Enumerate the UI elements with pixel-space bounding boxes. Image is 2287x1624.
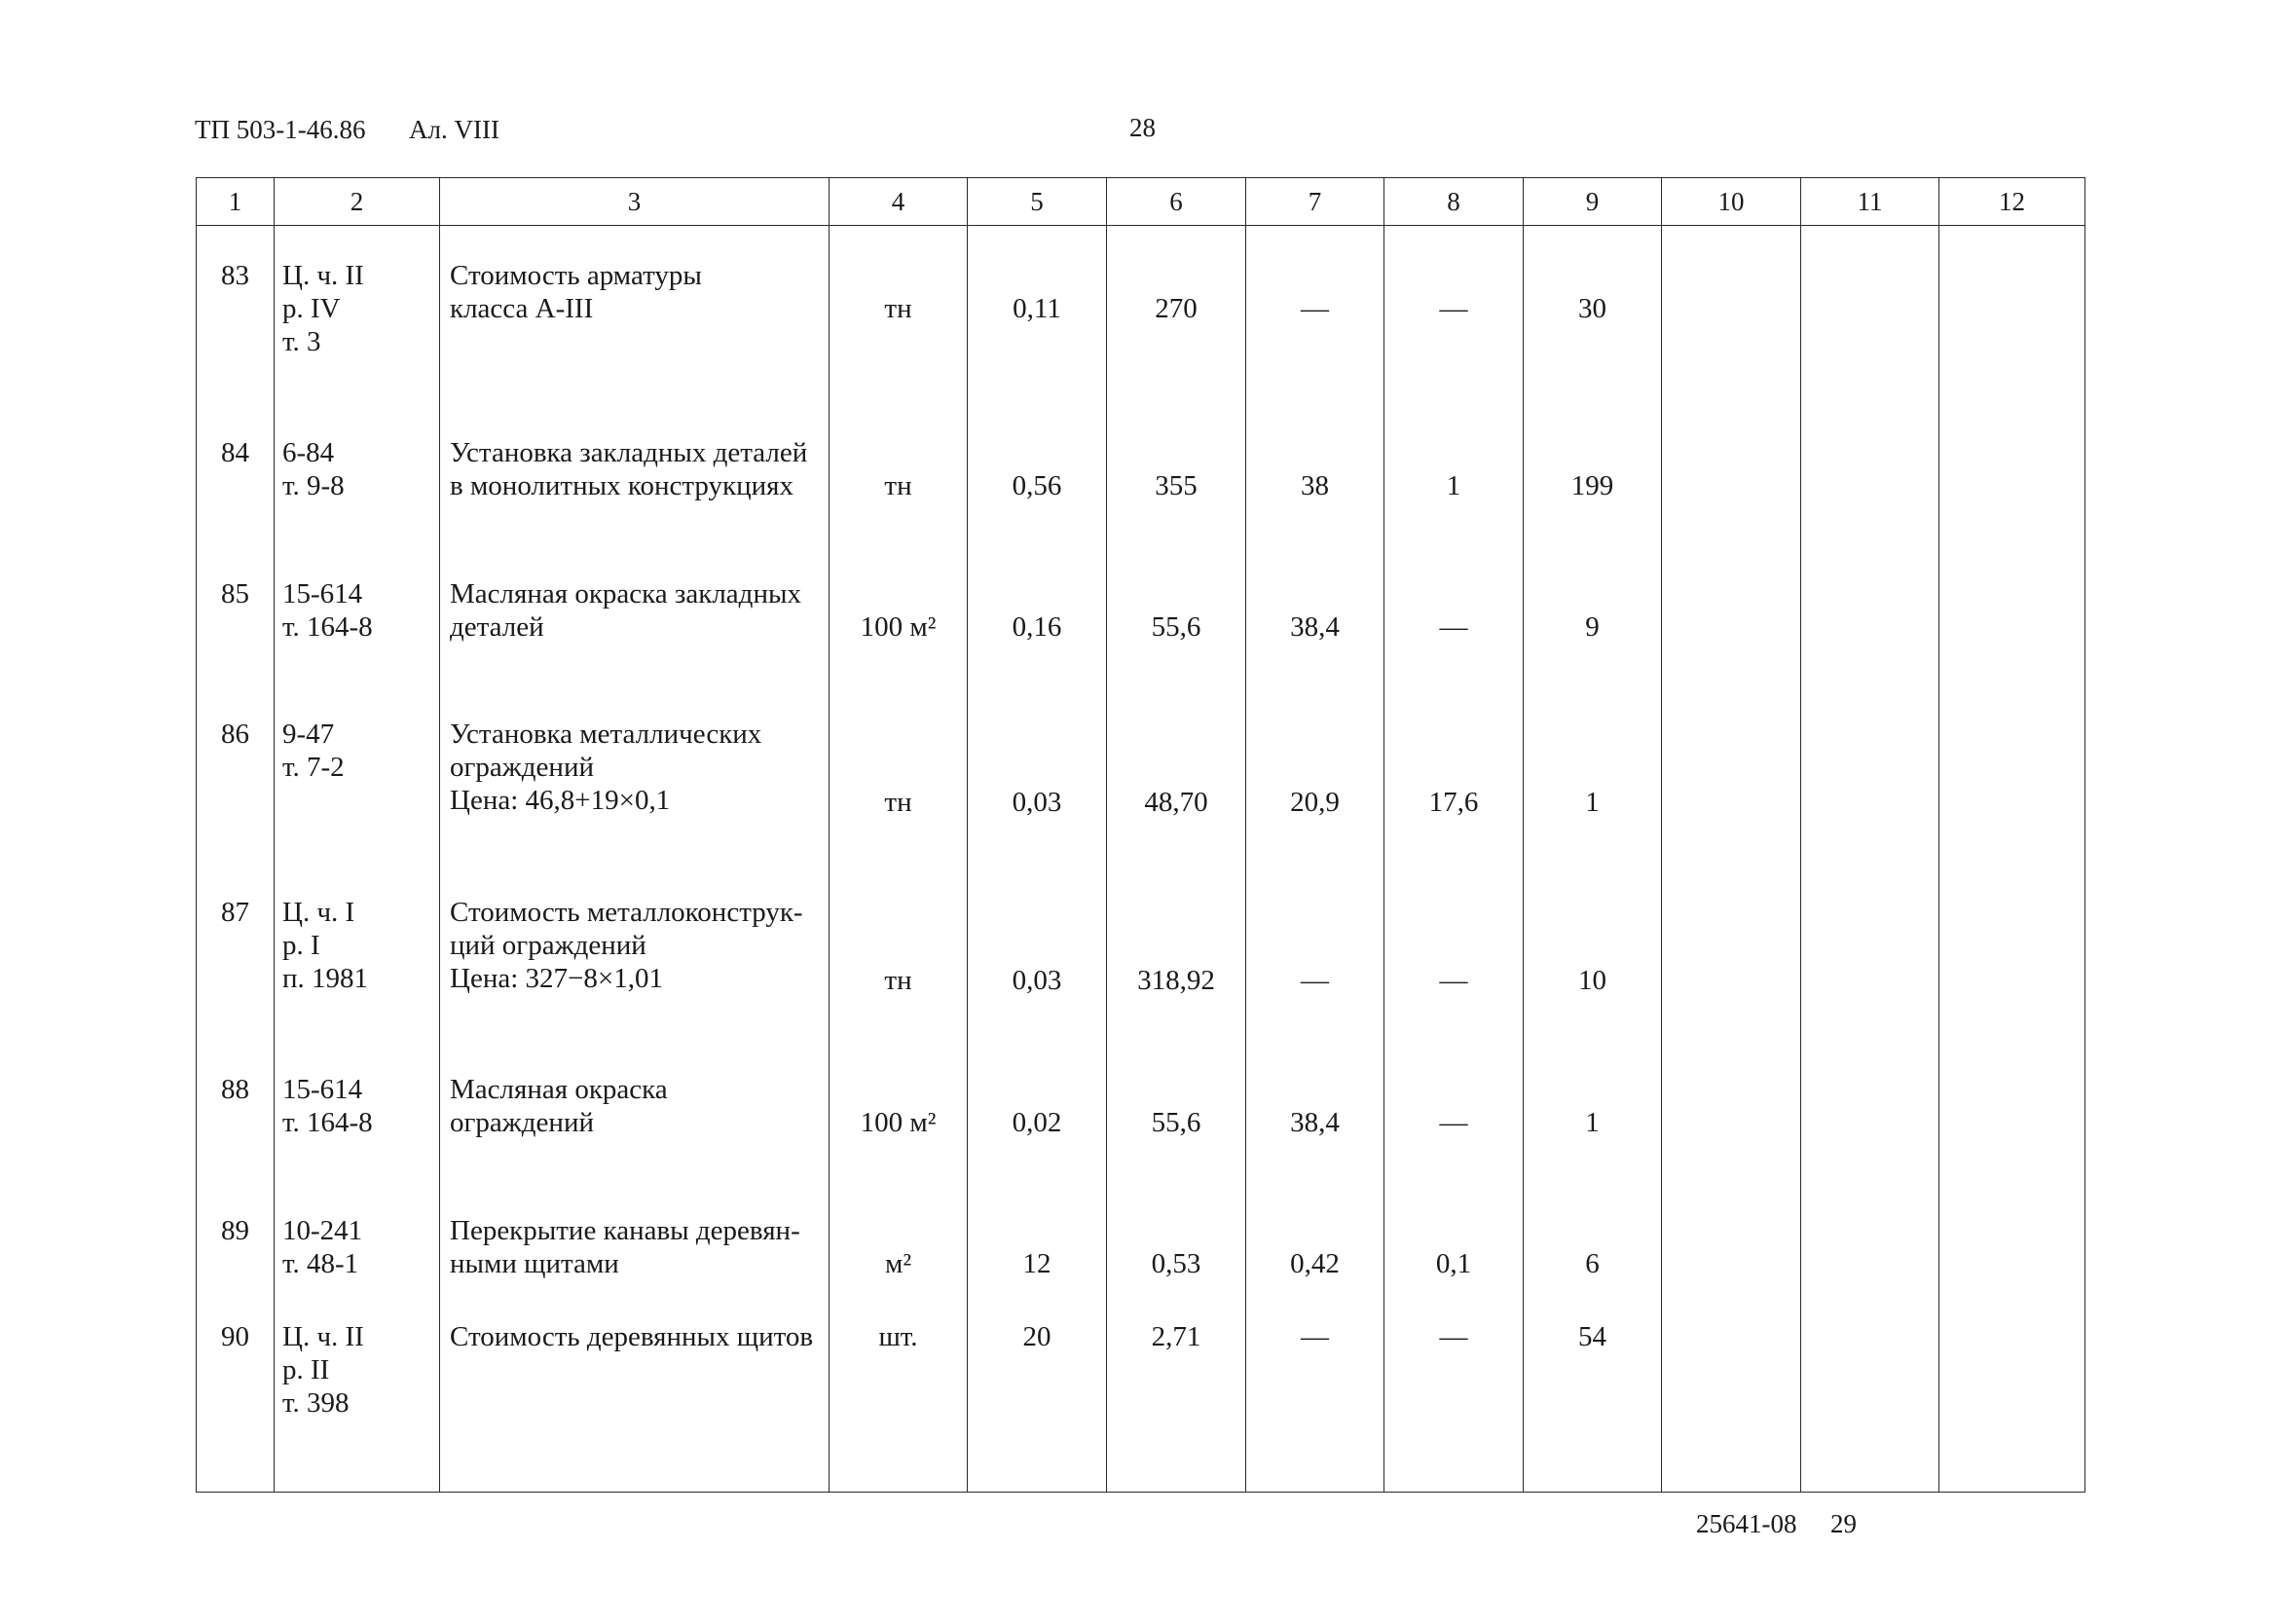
row-number: 83 <box>197 226 275 403</box>
machine-cell: 1 <box>1384 403 1524 544</box>
quantity-cell: 0,03 <box>968 684 1107 862</box>
description-line: Установка металлических <box>450 719 762 751</box>
quantity-cell: 12 <box>968 1181 1107 1287</box>
machine-cell: 17,6 <box>1384 684 1524 862</box>
col-header: 4 <box>830 178 968 226</box>
norm-code-line: т. 7-2 <box>282 752 345 784</box>
total-cell: 10 <box>1524 863 1662 1040</box>
total-cell: 30 <box>1524 226 1662 403</box>
empty-cell <box>1801 403 1939 544</box>
unit-price-cell: 55,6 <box>1107 544 1246 685</box>
machine-cell: — <box>1384 226 1524 403</box>
quantity-cell: 0,11 <box>968 226 1107 403</box>
table-row <box>197 226 2085 403</box>
table-row <box>197 1181 2085 1287</box>
empty-cell <box>1939 863 2085 1040</box>
work-description <box>440 544 830 685</box>
quantity-cell: 0,56 <box>968 403 1107 544</box>
empty-cell <box>1939 1181 2085 1287</box>
norm-code-line: 15-614 <box>282 1074 363 1106</box>
page-number: 28 <box>1129 113 1156 142</box>
wage-cell: 38 <box>1246 403 1384 544</box>
norm-code-line: 15-614 <box>282 577 363 609</box>
empty-cell <box>1801 684 1939 862</box>
empty-cell <box>1801 544 1939 685</box>
unit-price-cell: 270 <box>1107 226 1246 403</box>
empty-cell <box>1662 226 1801 403</box>
total-cell: 199 <box>1524 403 1662 544</box>
col-header: 12 <box>1939 178 2085 226</box>
empty-cell <box>1801 1287 1939 1492</box>
col-header: 8 <box>1384 178 1524 226</box>
work-description <box>440 226 830 403</box>
empty-cell <box>1801 1181 1939 1287</box>
table-row <box>197 863 2085 1040</box>
total-cell: 6 <box>1524 1181 1662 1287</box>
unit-price-cell: 55,6 <box>1107 1040 1246 1181</box>
norm-code-line: 9-47 <box>282 719 335 751</box>
description-line: Установка закладных деталей <box>450 436 808 468</box>
quantity-cell: 0,02 <box>968 1040 1107 1181</box>
sheet-number: 29 <box>1830 1509 1857 1538</box>
unit-price-cell: 318,92 <box>1107 863 1246 1040</box>
col-header: 9 <box>1524 178 1662 226</box>
doc-code: ТП 503-1-46.86 <box>195 115 366 144</box>
work-description <box>440 1181 830 1287</box>
description-line: Стоимость металлоконструк- <box>450 896 803 928</box>
description-line: Цена: 46,8+19×0,1 <box>450 785 671 817</box>
description-line: Масляная окраска закладных <box>450 577 801 609</box>
unit-cell: м² <box>830 1181 968 1287</box>
empty-cell <box>1662 1181 1801 1287</box>
norm-code-line: т. 48-1 <box>282 1247 359 1279</box>
description-line: ций ограждений <box>450 929 646 961</box>
norm-code <box>275 863 440 1040</box>
machine-cell: 0,1 <box>1384 1181 1524 1287</box>
empty-cell <box>1662 1040 1801 1181</box>
unit-cell: тн <box>830 226 968 403</box>
unit-cell: тн <box>830 863 968 1040</box>
machine-cell: — <box>1384 1040 1524 1181</box>
total-cell: 1 <box>1524 1040 1662 1181</box>
norm-code-line: т. 398 <box>282 1387 350 1420</box>
description-line: деталей <box>450 610 544 643</box>
wage-cell: 38,4 <box>1246 544 1384 685</box>
empty-cell <box>1801 863 1939 1040</box>
empty-cell <box>1662 544 1801 685</box>
table-row <box>197 684 2085 862</box>
description-line: Стоимость деревянных щитов <box>450 1321 814 1353</box>
wage-cell: 38,4 <box>1246 1040 1384 1181</box>
norm-code-line: Ц. ч. II <box>282 1321 364 1353</box>
row-number: 85 <box>197 544 275 685</box>
norm-code-line: 6-84 <box>282 436 335 468</box>
norm-code-line: т. 9-8 <box>282 469 345 501</box>
norm-code <box>275 403 440 544</box>
unit-cell: 100 м² <box>830 1040 968 1181</box>
unit-cell: шт. <box>830 1287 968 1492</box>
album-label: Ал. VIII <box>409 115 499 144</box>
norm-code <box>275 1040 440 1181</box>
row-number: 89 <box>197 1181 275 1287</box>
empty-cell <box>1939 684 2085 862</box>
unit-price-cell: 2,71 <box>1107 1287 1246 1492</box>
empty-cell <box>1939 544 2085 685</box>
col-header: 6 <box>1107 178 1246 226</box>
wage-cell: 0,42 <box>1246 1181 1384 1287</box>
table-row <box>197 1287 2085 1492</box>
description-line: Цена: 327−8×1,01 <box>450 962 663 994</box>
quantity-cell: 20 <box>968 1287 1107 1492</box>
unit-cell: 100 м² <box>830 544 968 685</box>
description-line: ограждений <box>450 752 594 784</box>
wage-cell: — <box>1246 1287 1384 1492</box>
work-description <box>440 1040 830 1181</box>
work-description <box>440 684 830 862</box>
empty-cell <box>1939 226 2085 403</box>
col-header: 10 <box>1662 178 1801 226</box>
description-line: Масляная окраска <box>450 1074 668 1106</box>
empty-cell <box>1939 403 2085 544</box>
norm-code-line: р. II <box>282 1354 330 1386</box>
norm-code <box>275 1287 440 1492</box>
col-header: 2 <box>275 178 440 226</box>
quantity-cell: 0,03 <box>968 863 1107 1040</box>
unit-price-cell: 48,70 <box>1107 684 1246 862</box>
empty-cell <box>1939 1287 2085 1492</box>
machine-cell: — <box>1384 544 1524 685</box>
machine-cell: — <box>1384 1287 1524 1492</box>
col-header: 1 <box>197 178 275 226</box>
description-line: ными щитами <box>450 1247 619 1279</box>
norm-code-line: т. 164-8 <box>282 1107 373 1139</box>
row-number: 86 <box>197 684 275 862</box>
estimate-table <box>196 177 2085 1493</box>
column-number-row <box>197 178 2085 226</box>
wage-cell: — <box>1246 863 1384 1040</box>
quantity-cell: 0,16 <box>968 544 1107 685</box>
total-cell: 54 <box>1524 1287 1662 1492</box>
row-number: 90 <box>197 1287 275 1492</box>
norm-code-line: р. I <box>282 929 320 961</box>
unit-price-cell: 0,53 <box>1107 1181 1246 1287</box>
work-description <box>440 403 830 544</box>
unit-cell: тн <box>830 403 968 544</box>
empty-cell <box>1939 1040 2085 1181</box>
work-description <box>440 863 830 1040</box>
norm-code-line: 10-241 <box>282 1214 363 1246</box>
row-number: 87 <box>197 863 275 1040</box>
machine-cell: — <box>1384 863 1524 1040</box>
col-header: 7 <box>1246 178 1384 226</box>
norm-code-line: т. 164-8 <box>282 610 373 643</box>
wage-cell: 20,9 <box>1246 684 1384 862</box>
empty-cell <box>1801 1040 1939 1181</box>
norm-code-line: т. 3 <box>282 326 321 357</box>
row-number: 88 <box>197 1040 275 1181</box>
empty-cell <box>1662 403 1801 544</box>
empty-cell <box>1662 1287 1801 1492</box>
wage-cell: — <box>1246 226 1384 403</box>
unit-price-cell: 355 <box>1107 403 1246 544</box>
unit-cell: тн <box>830 684 968 862</box>
table-row <box>197 544 2085 685</box>
work-description <box>440 1287 830 1492</box>
description-line: Перекрытие канавы деревян- <box>450 1214 800 1246</box>
description-line: класса А-III <box>450 293 594 324</box>
empty-cell <box>1801 226 1939 403</box>
description-line: ограждений <box>450 1107 594 1139</box>
empty-cell <box>1662 863 1801 1040</box>
norm-code <box>275 544 440 685</box>
document-number: 25641-08 <box>1696 1509 1797 1538</box>
col-header: 3 <box>440 178 830 226</box>
norm-code <box>275 226 440 403</box>
norm-code-line: р. IV <box>282 293 341 324</box>
table-row <box>197 1040 2085 1181</box>
norm-code-line: Ц. ч. II <box>282 260 364 291</box>
description-line: Стоимость арматуры <box>450 260 702 291</box>
total-cell: 9 <box>1524 544 1662 685</box>
table-row <box>197 403 2085 544</box>
empty-cell <box>1662 684 1801 862</box>
row-number: 84 <box>197 403 275 544</box>
norm-code-line: п. 1981 <box>282 962 369 994</box>
norm-code-line: Ц. ч. I <box>282 896 355 928</box>
col-header: 11 <box>1801 178 1939 226</box>
norm-code <box>275 684 440 862</box>
col-header: 5 <box>968 178 1107 226</box>
norm-code <box>275 1181 440 1287</box>
total-cell: 1 <box>1524 684 1662 862</box>
description-line: в монолитных конструкциях <box>450 469 793 501</box>
